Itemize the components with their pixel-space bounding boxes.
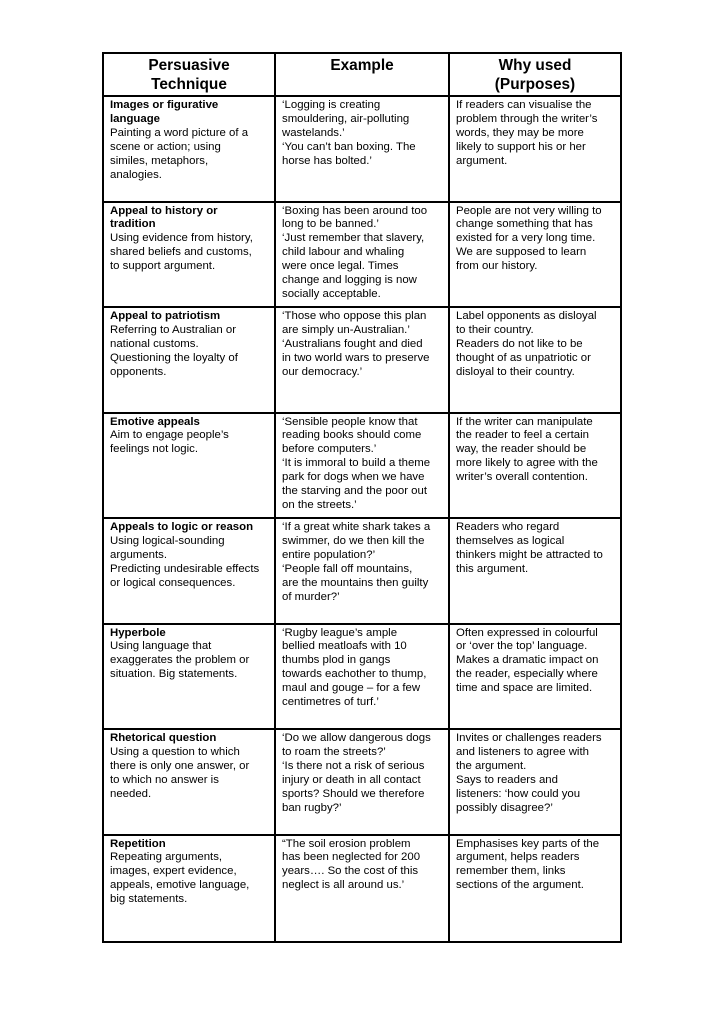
technique-description-line: Repeating arguments, (110, 851, 223, 864)
purpose-text-line: the argument. (456, 759, 527, 772)
example-text-line: ‘Just remember that slavery, (282, 232, 425, 245)
technique-title-line: Images or figurative (110, 99, 219, 111)
example-text-line: to roam the streets?’ (282, 745, 386, 758)
technique-cell (104, 519, 276, 625)
technique-description-line: big statements. (110, 893, 188, 906)
technique-description-line: shared beliefs and customs, (110, 246, 252, 259)
technique-title-line: Appeals to logic or reason (110, 521, 254, 533)
purpose-text-line: Says to readers and (456, 773, 558, 786)
example-text-line: ban rugby?’ (282, 801, 342, 814)
purpose-text (456, 205, 615, 275)
technique-description-line: there is only one answer, or (110, 759, 250, 772)
header-line: Persuasive (148, 57, 230, 74)
technique-description-line: analogies. (110, 168, 162, 181)
example-text-line: horse has bolted.’ (282, 154, 372, 167)
technique-title (110, 521, 269, 535)
technique-description-line: similes, metaphors, (110, 154, 209, 167)
technique-cell (104, 625, 276, 731)
example-text-line: entire population?’ (282, 548, 376, 561)
technique-description-line: exaggerates the problem or (110, 654, 250, 667)
example-text-line: ‘Boxing has been around too (282, 204, 428, 217)
purpose-text-line: Often expressed in colourful (456, 626, 598, 639)
purpose-text-line: words, they may be more (456, 126, 584, 139)
technique-description-line: to support argument. (110, 260, 216, 273)
technique-description (110, 232, 269, 274)
technique-cell (104, 730, 276, 836)
technique-description (110, 851, 269, 907)
technique-description-line: Questioning the loyalty of (110, 351, 238, 364)
purpose-cell (450, 97, 620, 203)
example-text-line: bellied meatloafs with 10 (282, 640, 407, 653)
example-text (282, 205, 443, 302)
purpose-cell (450, 519, 620, 625)
example-text-line: ‘Rugby league’s ample (282, 626, 398, 639)
purpose-cell (450, 414, 620, 520)
technique-description-line: or logical consequences. (110, 576, 236, 589)
persuasive-techniques-table (102, 52, 622, 943)
header-line: Why used (498, 57, 572, 74)
technique-description (110, 127, 269, 183)
example-cell (276, 519, 450, 625)
example-text-line: swimmer, do we then kill the (282, 534, 425, 547)
purpose-text-line: People are not very willing to (456, 204, 602, 217)
example-text-line: neglect is all around us.’ (282, 879, 405, 892)
technique-description-line: Aim to engage people’s (110, 429, 229, 442)
example-text-line: ‘It is immoral to build a theme (282, 457, 431, 470)
example-text-line: ‘Those who oppose this plan (282, 310, 427, 322)
technique-description-line: to which no answer is (110, 773, 219, 786)
purpose-text-line: problem through the writer’s (456, 112, 598, 125)
purpose-text-line: way, the reader should be (456, 443, 587, 456)
purpose-text-line: thought of as unpatriotic or (456, 351, 591, 364)
example-text (282, 627, 443, 710)
technique-description-line: Using a question to which (110, 745, 240, 758)
technique-description-line: Painting a word picture of a (110, 126, 249, 139)
purpose-text-line: Readers who regard (456, 521, 560, 533)
purpose-text-line: argument, helps readers (456, 851, 580, 864)
example-text-line: “The soil erosion problem (282, 837, 411, 850)
technique-description (110, 324, 269, 380)
technique-description-line: Using evidence from history, (110, 232, 253, 245)
example-text-line: were once legal. Times (282, 260, 399, 273)
technique-description-line: needed. (110, 787, 152, 800)
example-text-line: sports? Should we therefore (282, 787, 425, 800)
example-text-line: long to be banned.’ (282, 218, 379, 231)
technique-cell (104, 203, 276, 309)
purpose-text-line: the reader, especially where (456, 668, 598, 681)
technique-description-line: appeals, emotive language, (110, 879, 250, 892)
example-text-line: park for dogs when we have (282, 471, 425, 484)
technique-description-line: Referring to Australian or (110, 323, 236, 336)
example-text-line: on the streets.’ (282, 498, 357, 511)
example-text-line: before computers.’ (282, 443, 377, 456)
example-text-line: our democracy.’ (282, 365, 363, 378)
purpose-text-line: Readers do not like to be (456, 337, 583, 350)
example-text-line: years…. So the cost of this (282, 865, 419, 878)
example-text-line: ‘Do we allow dangerous dogs (282, 732, 431, 744)
purpose-text-line: likely to support his or her (456, 140, 586, 153)
technique-title (110, 99, 269, 127)
example-text-line: ‘Is there not a risk of serious (282, 759, 425, 772)
technique-cell (104, 836, 276, 942)
technique-description-line: arguments. (110, 548, 167, 561)
purpose-text-line: this argument. (456, 562, 529, 575)
purpose-text-line: or ‘over the top’ language. (456, 640, 588, 653)
purpose-text (456, 627, 615, 697)
example-text-line: smouldering, air-polluting (282, 112, 410, 125)
purpose-text-line: Emphasises key parts of the (456, 837, 600, 850)
example-text (282, 416, 443, 513)
technique-description-line: Using logical-sounding (110, 534, 225, 547)
example-text (282, 838, 443, 894)
example-text-line: maul and gouge – for a few (282, 682, 421, 695)
technique-title (110, 732, 269, 746)
example-text-line: change and logging is now (282, 274, 417, 287)
technique-title (110, 416, 269, 430)
technique-description-line: situation. Big statements. (110, 668, 238, 681)
purpose-cell (450, 203, 620, 309)
purpose-cell (450, 730, 620, 836)
example-text-line: ‘Australians fought and died (282, 337, 423, 350)
purpose-text-line: argument. (456, 154, 508, 167)
example-text-line: ‘People fall off mountains, (282, 562, 413, 575)
purpose-text-line: disloyal to their country. (456, 365, 575, 378)
technique-title-line: tradition (110, 218, 156, 231)
technique-title-line: Repetition (110, 837, 166, 850)
example-text-line: child labour and whaling (282, 246, 405, 259)
example-text (282, 310, 443, 380)
example-cell (276, 836, 450, 942)
technique-title-line: Emotive appeals (110, 415, 200, 428)
example-text (282, 732, 443, 815)
technique-title (110, 627, 269, 641)
example-text-line: ‘If a great white shark takes a (282, 521, 431, 533)
technique-description-line: Using language that (110, 640, 212, 653)
technique-title (110, 310, 269, 324)
header-line: Technique (151, 76, 227, 93)
purpose-text-line: If readers can visualise the (456, 99, 592, 111)
technique-description-line: feelings not logic. (110, 443, 199, 456)
technique-title-line: language (110, 112, 161, 125)
technique-description (110, 429, 269, 457)
example-cell (276, 97, 450, 203)
technique-description (110, 746, 269, 802)
technique-cell (104, 308, 276, 414)
purpose-text-line: and listeners to agree with (456, 745, 589, 758)
example-text-line: towards eachother to thump, (282, 668, 427, 681)
header-technique (104, 54, 276, 97)
purpose-text (456, 310, 615, 380)
header-line: Example (330, 57, 394, 74)
technique-title-line: Hyperbole (110, 626, 166, 639)
purpose-text-line: possibly disagree?’ (456, 801, 553, 814)
technique-title-line: Appeal to patriotism (110, 310, 221, 322)
example-text-line: reading books should come (282, 429, 422, 442)
example-text-line: has been neglected for 200 (282, 851, 421, 864)
purpose-text (456, 732, 615, 815)
purpose-text-line: from our history. (456, 260, 538, 273)
technique-title (110, 838, 269, 852)
technique-description (110, 640, 269, 682)
purpose-text-line: time and space are limited. (456, 682, 593, 695)
example-text-line: thumbs plod in gangs (282, 654, 391, 667)
purpose-text-line: thinkers might be attracted to (456, 548, 603, 561)
purpose-text (456, 838, 615, 894)
example-cell (276, 203, 450, 309)
purpose-text-line: Makes a dramatic impact on (456, 654, 599, 667)
header-example (276, 54, 450, 97)
purpose-text-line: Invites or challenges readers (456, 732, 602, 744)
purpose-text-line: the reader to feel a certain (456, 429, 589, 442)
technique-description-line: Predicting undesirable effects (110, 562, 260, 575)
example-cell (276, 308, 450, 414)
purpose-text-line: to their country. (456, 323, 534, 336)
example-text-line: injury or death in all contact (282, 773, 421, 786)
purpose-text-line: sections of the argument. (456, 879, 584, 892)
example-text-line: centimetres of turf.’ (282, 696, 379, 709)
example-cell (276, 414, 450, 520)
purpose-text (456, 521, 615, 577)
purpose-text-line: more likely to agree with the (456, 457, 598, 470)
example-text-line: of murder?’ (282, 590, 340, 603)
purpose-text-line: writer’s overall contention. (456, 471, 588, 484)
header-purpose (450, 54, 620, 97)
technique-description (110, 535, 269, 591)
purpose-text-line: change something that has (456, 218, 593, 231)
technique-description-line: images, expert evidence, (110, 865, 237, 878)
technique-description-line: scene or action; using (110, 140, 221, 153)
technique-title-line: Appeal to history or (110, 204, 218, 217)
purpose-text-line: We are supposed to learn (456, 246, 587, 259)
purpose-cell (450, 625, 620, 731)
purpose-text-line: themselves as logical (456, 534, 565, 547)
purpose-cell (450, 308, 620, 414)
header-line: (Purposes) (494, 76, 576, 93)
purpose-text-line: remember them, links (456, 865, 566, 878)
purpose-text-line: Label opponents as disloyal (456, 310, 597, 322)
example-text-line: ‘Logging is creating (282, 99, 381, 111)
example-text-line: the starving and the poor out (282, 485, 428, 498)
example-text-line: wastelands.’ (282, 126, 345, 139)
example-text-line: in two world wars to preserve (282, 351, 430, 364)
technique-cell (104, 414, 276, 520)
technique-title-line: Rhetorical question (110, 732, 217, 744)
example-text-line: socially acceptable. (282, 287, 381, 300)
purpose-text-line: If the writer can manipulate (456, 415, 593, 428)
example-text-line: ‘You can’t ban boxing. The (282, 140, 416, 153)
purpose-text-line: existed for a very long time. (456, 232, 596, 245)
technique-title (110, 205, 269, 233)
example-cell (276, 625, 450, 731)
example-text-line: ‘Sensible people know that (282, 415, 418, 428)
purpose-cell (450, 836, 620, 942)
technique-description-line: opponents. (110, 365, 167, 378)
example-text-line: are the mountains then guilty (282, 576, 429, 589)
purpose-text-line: listeners: ‘how could you (456, 787, 581, 800)
technique-description-line: national customs. (110, 337, 199, 350)
example-text-line: are simply un-Australian.’ (282, 323, 410, 336)
example-text (282, 521, 443, 604)
purpose-text (456, 416, 615, 486)
purpose-text (456, 99, 615, 169)
example-text (282, 99, 443, 169)
example-cell (276, 730, 450, 836)
technique-cell (104, 97, 276, 203)
